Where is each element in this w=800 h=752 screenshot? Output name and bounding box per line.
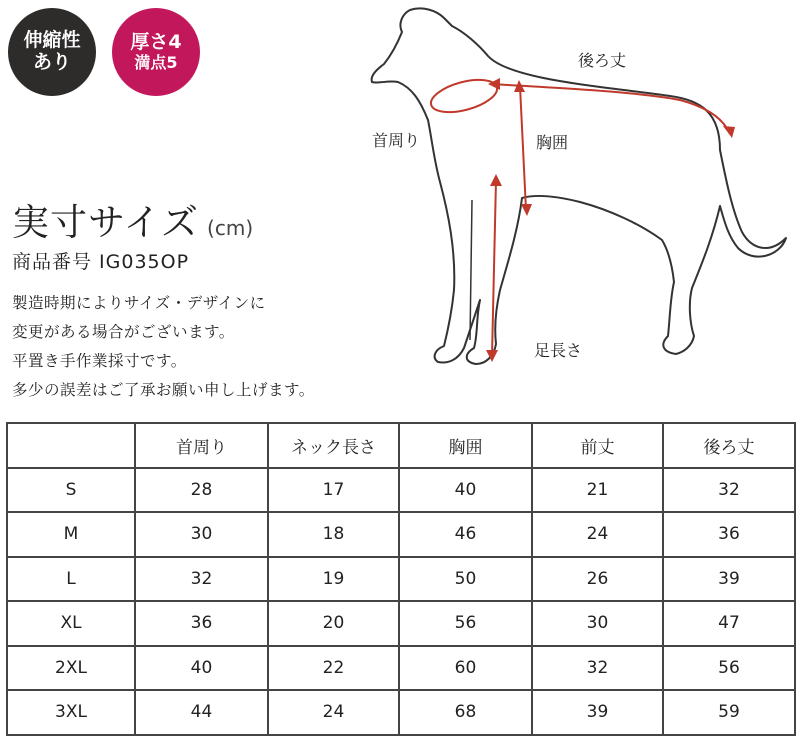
table-cell: 19 [268,557,399,602]
table-cell: 22 [268,646,399,691]
table-cell: 39 [663,557,795,602]
table-cell: 32 [663,468,795,513]
table-cell: 32 [135,557,268,602]
neck-label: 首周り [372,131,421,150]
note-line: 製造時期によりサイズ・デザインに [12,294,266,312]
table-cell: 46 [399,512,532,557]
table-cell: 24 [268,690,399,735]
chest-arrowhead-bottom [521,204,532,216]
table-header: 胸囲 [399,423,532,468]
table-cell: 18 [268,512,399,557]
table-cell: S [7,468,135,513]
stretch-badge-line2: あり [32,51,71,73]
table-cell: 39 [532,690,663,735]
table-cell: 26 [532,557,663,602]
table-cell: M [7,512,135,557]
table-cell: 17 [268,468,399,513]
table-cell: 21 [532,468,663,513]
product-number: 商品番号 IG035OP [12,251,190,273]
table-cell: 56 [399,601,532,646]
note-line: 多少の誤差はご了承お願い申し上げます。 [12,381,315,399]
stretch-badge [8,8,96,96]
table-cell: 36 [663,512,795,557]
title-unit: (cm) [207,216,254,240]
note-line: 変更がある場合がございます。 [12,323,235,341]
leg-arrowhead-top [490,174,502,186]
table-cell: 2XL [7,646,135,691]
table-cell: 40 [399,468,532,513]
table-header: 前丈 [532,423,663,468]
neck-measure-loop [428,74,501,119]
table-cell: XL [7,601,135,646]
table-cell: 50 [399,557,532,602]
leg-length-label: 足長さ [534,341,583,360]
page-title [12,192,253,246]
thickness-badge [112,8,200,96]
stretch-badge-line1: 伸縮性 [23,29,81,52]
thickness-badge-line2: 満点5 [134,52,178,72]
note-line: 平置き手作業採寸です。 [12,352,187,370]
table-row [7,468,795,513]
table-row [7,690,795,735]
thickness-badge-line1: 厚さ4 [130,30,182,53]
table-cell: 40 [135,646,268,691]
table-header: 後ろ丈 [663,423,795,468]
table-row [7,557,795,602]
table-header [7,423,135,468]
table-cell: 36 [135,601,268,646]
chest-label: 胸囲 [536,133,569,152]
table-header-row [7,423,795,468]
table-row [7,512,795,557]
chest-measure-line [520,86,526,210]
table-cell: 24 [532,512,663,557]
table-header: 首周り [135,423,268,468]
table-cell: 32 [532,646,663,691]
back-length-arrow [490,84,730,134]
back-length-label: 後ろ丈 [578,51,627,70]
table-cell: 30 [135,512,268,557]
table-cell: 28 [135,468,268,513]
title-main: 実寸サイズ [12,201,200,244]
table-row [7,601,795,646]
table-cell: 20 [268,601,399,646]
table-cell: 59 [663,690,795,735]
table-cell: 60 [399,646,532,691]
size-table [6,422,796,736]
table-cell: 30 [532,601,663,646]
table-row [7,646,795,691]
table-cell: 44 [135,690,268,735]
table-cell: 56 [663,646,795,691]
notes [12,289,315,405]
table-header: ネック長さ [268,423,399,468]
table-cell: 68 [399,690,532,735]
dog-leg-line [470,200,472,340]
back-length-arrowhead [723,126,735,138]
table-cell: L [7,557,135,602]
table-cell: 47 [663,601,795,646]
table-cell: 3XL [7,690,135,735]
